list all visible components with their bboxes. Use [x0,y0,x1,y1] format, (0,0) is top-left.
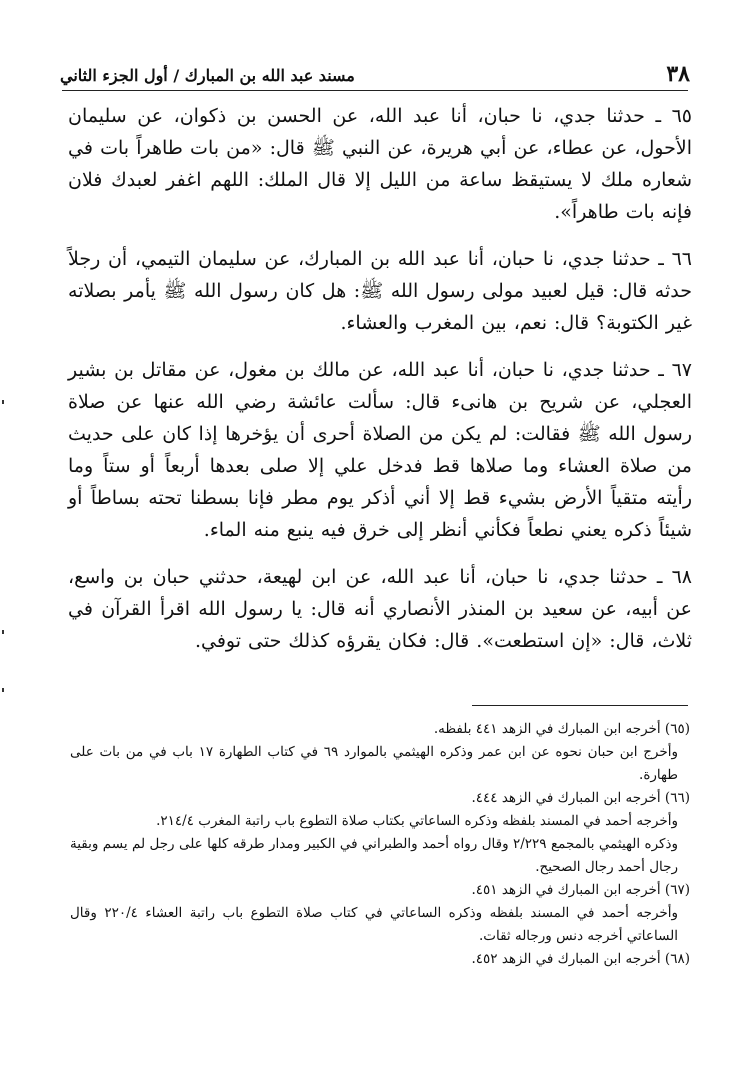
footnote-line: (٦٦) أخرجه ابن المبارك في الزهد ٤٤٤. [471,790,690,806]
page-header [60,52,690,86]
footnote-separator [472,705,688,706]
scan-edge-mark [2,688,4,692]
footnotes [70,718,690,971]
hadith-paragraph: ٦٧ ـ حدثنا جدي، نا حبان، أنا عبد الله، عن مالك بن مغول، عن مقاتل بن بشير العجلي، عن شريح بن هانىء قال: سألت عائشة رضي الله عنها عن صلاة رسول الله ﷺ فقالت: لم يكن من الصلاة أحرى أن يؤخرها إذا كان على حديث من صلاة العشاء وما صلاها قط فدخل علي إلا صلى بعدها أربعاً أو ستاً وما رأيته متقياً الأرض بشيء قط إلا أني أذكر يوم مطر فإنا بسطنا تحته بساطاً أو شيئاً ذكره يعني نطعاً فكأني أنظر إلى خرق فيه ينبع منه الماء. [68,359,692,541]
footnote-line: وأخرجه أحمد في المسند بلفظه وذكره الساعاتي بكتاب صلاة التطوع باب راتبة المغرب ٢١٤/٤. [156,813,678,829]
running-title: مسند عبد الله بن المبارك / أول الجزء الثاني [60,66,355,85]
footnote-line: وأخرجه أحمد في المسند بلفظه وذكره الساعاتي في كتاب صلاة التطوع باب راتبة العشاء ٢٢٠/٤ وقال الساعاتي أخرجه دنس ورجاله ثقات. [70,905,679,944]
scan-edge-mark [2,400,4,404]
header-rule [62,90,688,91]
hadith-paragraph: ٦٨ ـ حدثنا جدي، نا حبان، أنا عبد الله، عن ابن لهيعة، حدثني حبان بن واسع، عن أبيه، عن سعيد بن المنذر الأنصاري أنه قال: يا رسول الله اقرأ القرآن في ثلاث، قال: «إن استطعت». قال: فكان يقرؤه كذلك حتى توفي. [68,566,692,652]
page-number: ٣٨ [666,61,690,87]
scan-edge-mark [2,630,4,634]
footnote-line: وأخرج ابن حبان نحوه عن ابن عمر وذكره الهيثمي بالموارد ٦٩ في كتاب الطهارة ١٧ باب في من بات على طهارة. [70,744,678,783]
footnote-line: (٦٧) أخرجه ابن المبارك في الزهد ٤٥١. [471,882,690,898]
footnote-line: (٦٨) أخرجه ابن المبارك في الزهد ٤٥٢. [471,951,690,967]
footnote-line: وذكره الهيثمي بالمجمع ٢/٢٢٩ وقال رواه أحمد والطبراني في الكبير ومدار طرقه كلها على رجل لم يسم وبقية رجال أحمد رجال الصحيح. [70,836,679,875]
footnote-line: (٦٥) أخرجه ابن المبارك في الزهد ٤٤١ بلفظه. [433,721,690,737]
hadith-text [68,100,692,672]
hadith-paragraph: ٦٦ ـ حدثنا جدي، نا حبان، أنا عبد الله بن المبارك، عن سليمان التيمي، أن رجلاً حدثه قال: قيل لعبيد مولى رسول الله ﷺ: هل كان رسول الله ﷺ يأمر بصلاته غير الكتوبة؟ قال: نعم، بين المغرب والعشاء. [68,248,692,334]
hadith-paragraph: ٦٥ ـ حدثنا جدي، نا حبان، أنا عبد الله، عن الحسن بن ذكوان، عن سليمان الأحول، عن عطاء، عن أبي هريرة، عن النبي ﷺ قال: «من بات طاهراً بات في شعاره ملك لا يستيقظ ساعة من الليل إلا قال الملك: اللهم اغفر لعبدك فلان فإنه بات طاهراً». [68,105,692,223]
